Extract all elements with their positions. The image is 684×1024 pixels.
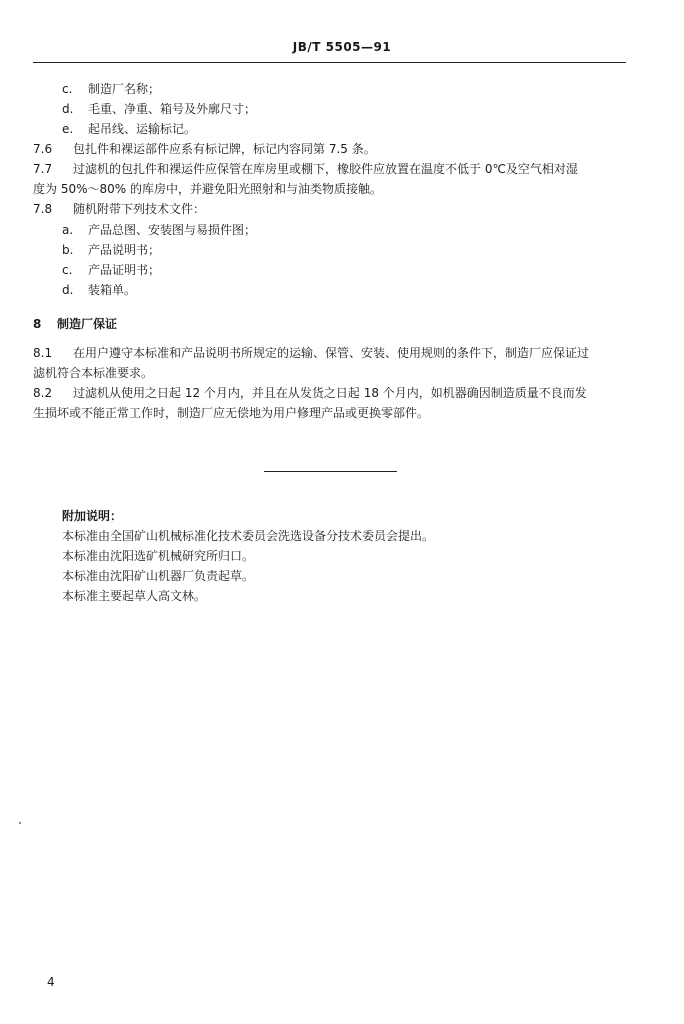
item-text: 装箱单。 <box>88 283 137 297</box>
clause-number: 8.1 <box>33 346 53 360</box>
end-rule <box>264 471 397 472</box>
section-heading <box>33 317 117 331</box>
list-item <box>62 283 136 297</box>
section-number: 8 <box>33 317 42 331</box>
section-title: 制造厂保证 <box>57 317 118 331</box>
list-item <box>62 243 160 257</box>
list-item <box>62 223 256 237</box>
clause-text: 随机附带下列技术文件： <box>73 202 206 216</box>
clause-7-7 <box>33 162 578 176</box>
clause-7-6 <box>33 142 376 156</box>
clause-number: 7.6 <box>33 142 53 156</box>
note-line: 本标准由沈阳选矿机械研究所归口。 <box>62 549 255 563</box>
item-mark: e. <box>62 122 74 136</box>
notes-title: 附加说明： <box>62 509 123 523</box>
item-text: 产品总图、安装图与易损件图； <box>88 223 257 237</box>
clause-continuation: 滤机符合本标准要求。 <box>33 366 154 380</box>
clause-8-1 <box>33 346 589 360</box>
clause-number: 8.2 <box>33 386 53 400</box>
item-text: 产品证明书； <box>88 263 161 277</box>
note-line: 本标准由全国矿山机械标准化技术委员会洗选设备分技术委员会提出。 <box>62 529 435 543</box>
item-text: 产品说明书； <box>88 243 161 257</box>
list-item <box>62 122 196 136</box>
clause-text: 过滤机的包扎件和裸运件应保管在库房里或棚下，橡胶件应放置在温度不低于 0℃及空气相对湿 <box>73 162 578 176</box>
item-mark: d. <box>62 283 74 297</box>
item-text: 起吊线、运输标记。 <box>88 122 197 136</box>
item-mark: c. <box>62 82 73 96</box>
page-number: 4 <box>47 975 55 989</box>
standard-code: JB/T 5505—91 <box>292 40 392 54</box>
scan-speck <box>19 822 21 824</box>
item-mark: b. <box>62 243 74 257</box>
clause-text: 过滤机从使用之日起 12 个月内，并且在从发货之日起 18 个月内，如机器确因制造质量不良而发 <box>73 386 587 400</box>
clause-continuation: 度为 50%～80% 的库房中，并避免阳光照射和与油类物质接触。 <box>33 182 382 196</box>
clause-7-8 <box>33 202 205 216</box>
clause-text: 包扎件和裸运部件应系有标记牌，标记内容同第 7.5 条。 <box>73 142 376 156</box>
clause-number: 7.8 <box>33 202 53 216</box>
item-text: 制造厂名称； <box>88 82 161 96</box>
note-line: 本标准主要起草人高文林。 <box>62 589 207 603</box>
note-line: 本标准由沈阳矿山机器厂负责起草。 <box>62 569 255 583</box>
list-item <box>62 102 256 116</box>
list-item <box>62 263 160 277</box>
clause-continuation: 生损坏或不能正常工作时，制造厂应无偿地为用户修理产品或更换零部件。 <box>33 406 430 420</box>
item-text: 毛重、净重、箱号及外廓尺寸； <box>88 102 257 116</box>
list-item <box>62 82 160 96</box>
item-mark: c. <box>62 263 73 277</box>
item-mark: d. <box>62 102 74 116</box>
item-mark: a. <box>62 223 74 237</box>
clause-number: 7.7 <box>33 162 53 176</box>
clause-8-2 <box>33 386 587 400</box>
clause-text: 在用户遵守本标准和产品说明书所规定的运输、保管、安装、使用规则的条件下，制造厂应保证过 <box>73 346 590 360</box>
header-rule <box>33 62 626 63</box>
